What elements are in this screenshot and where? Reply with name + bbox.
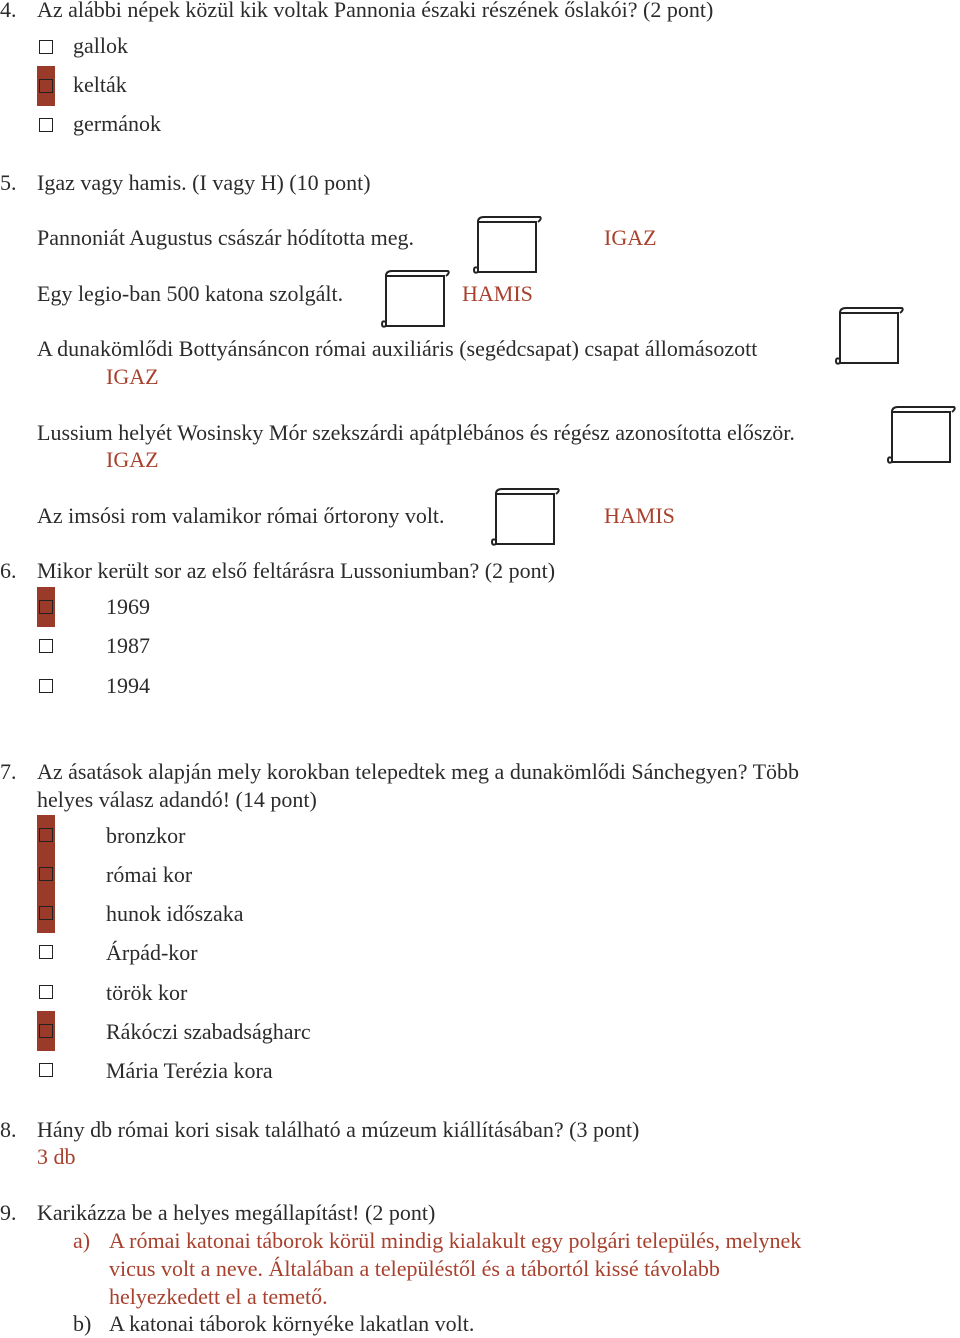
scroll-icon (472, 216, 542, 276)
q9-number: 9. (0, 1200, 17, 1225)
q5-statement-2: A dunakömlődi Bottyánsáncon római auxiliáris (segédcsapat) csapat állomásozott (37, 336, 758, 361)
q4-question: Az alábbi népek közül kik voltak Pannonia északi részének őslakói? (2 pont) (37, 0, 714, 22)
q6-number: 6. (0, 558, 17, 583)
scroll-icon (886, 406, 956, 466)
q6-option-1: 1987 (106, 633, 150, 658)
q8-question: Hány db római kori sisak található a múzeum kiállításában? (3 pont) (37, 1117, 640, 1142)
q7-option-2: hunok időszaka (106, 901, 244, 926)
q7-checkbox-6[interactable] (37, 1050, 55, 1090)
q5-question: Igaz vagy hamis. (I vagy H) (10 pont) (37, 170, 371, 195)
q5-answer-4: HAMIS (604, 503, 675, 528)
q7-checkbox-3[interactable] (37, 932, 55, 972)
q9-option-b-line1: A katonai táborok környéke lakatlan volt. (109, 1311, 475, 1336)
q6-checkbox-1[interactable] (37, 626, 55, 666)
scroll-icon (380, 270, 450, 330)
q9-option-a-marker[interactable]: a) (73, 1228, 91, 1253)
q7-number: 7. (0, 759, 17, 784)
q4-option-1: kelták (73, 72, 127, 97)
q7-option-3: Árpád-kor (106, 940, 198, 965)
q5-statement-0: Pannoniát Augustus császár hódította meg. (37, 225, 414, 250)
q4-option-2: germánok (73, 111, 161, 136)
q5-answer-3: IGAZ (106, 447, 159, 472)
q5-number: 5. (0, 170, 17, 195)
q9-question: Karikázza be a helyes megállapítást! (2 pont) (37, 1200, 436, 1225)
q7-option-6: Mária Terézia kora (106, 1058, 273, 1083)
q5-answer-0: IGAZ (604, 225, 657, 250)
scroll-icon (834, 307, 904, 367)
q4-checkbox-0[interactable] (37, 27, 55, 67)
q7-option-1: római kor (106, 862, 193, 887)
q6-question: Mikor került sor az első feltárásra Lussoniumban? (2 pont) (37, 558, 556, 583)
q5-answer-2: IGAZ (106, 364, 159, 389)
q9-option-a-line2: vicus volt a neve. Általában a településtől és a tábortól kissé távolabb (109, 1256, 720, 1281)
q8-number: 8. (0, 1117, 17, 1142)
q4-option-0: gallok (73, 33, 128, 58)
q8-answer: 3 db (37, 1144, 76, 1169)
q5-statement-3: Lussium helyét Wosinsky Mór szekszárdi apátplébános és régész azonosította először. (37, 420, 795, 445)
q7-question-line1: Az ásatások alapján mely korokban telepedtek meg a dunakömlődi Sánchegyen? Több (37, 759, 800, 784)
q7-checkbox-0[interactable] (37, 815, 55, 855)
q6-checkbox-2[interactable] (37, 666, 55, 706)
q7-checkbox-2[interactable] (37, 893, 55, 933)
scroll-icon (490, 488, 560, 548)
q7-checkbox-1[interactable] (37, 854, 55, 894)
q7-option-0: bronzkor (106, 823, 186, 848)
q9-option-b-marker[interactable]: b) (73, 1311, 92, 1336)
q7-question-line2: helyes válasz adandó! (14 pont) (37, 787, 317, 812)
q6-checkbox-0[interactable] (37, 587, 55, 627)
q9-option-a-line1: A római katonai táborok körül mindig kialakult egy polgári település, melynek (109, 1228, 802, 1253)
q6-option-0: 1969 (106, 594, 150, 619)
q4-checkbox-1[interactable] (37, 66, 55, 106)
q5-statement-4: Az imsósi rom valamikor római őrtorony volt. (37, 503, 445, 528)
q7-checkbox-4[interactable] (37, 972, 55, 1012)
q6-option-2: 1994 (106, 673, 150, 698)
q4-number: 4. (0, 0, 17, 22)
q7-option-4: török kor (106, 980, 188, 1005)
q5-answer-1: HAMIS (462, 281, 533, 306)
q9-option-a-line3: helyezkedett el a temető. (109, 1284, 328, 1309)
q7-option-5: Rákóczi szabadságharc (106, 1019, 311, 1044)
q4-checkbox-2[interactable] (37, 105, 55, 145)
q7-checkbox-5[interactable] (37, 1011, 55, 1051)
q5-statement-1: Egy legio-ban 500 katona szolgált. (37, 281, 344, 306)
